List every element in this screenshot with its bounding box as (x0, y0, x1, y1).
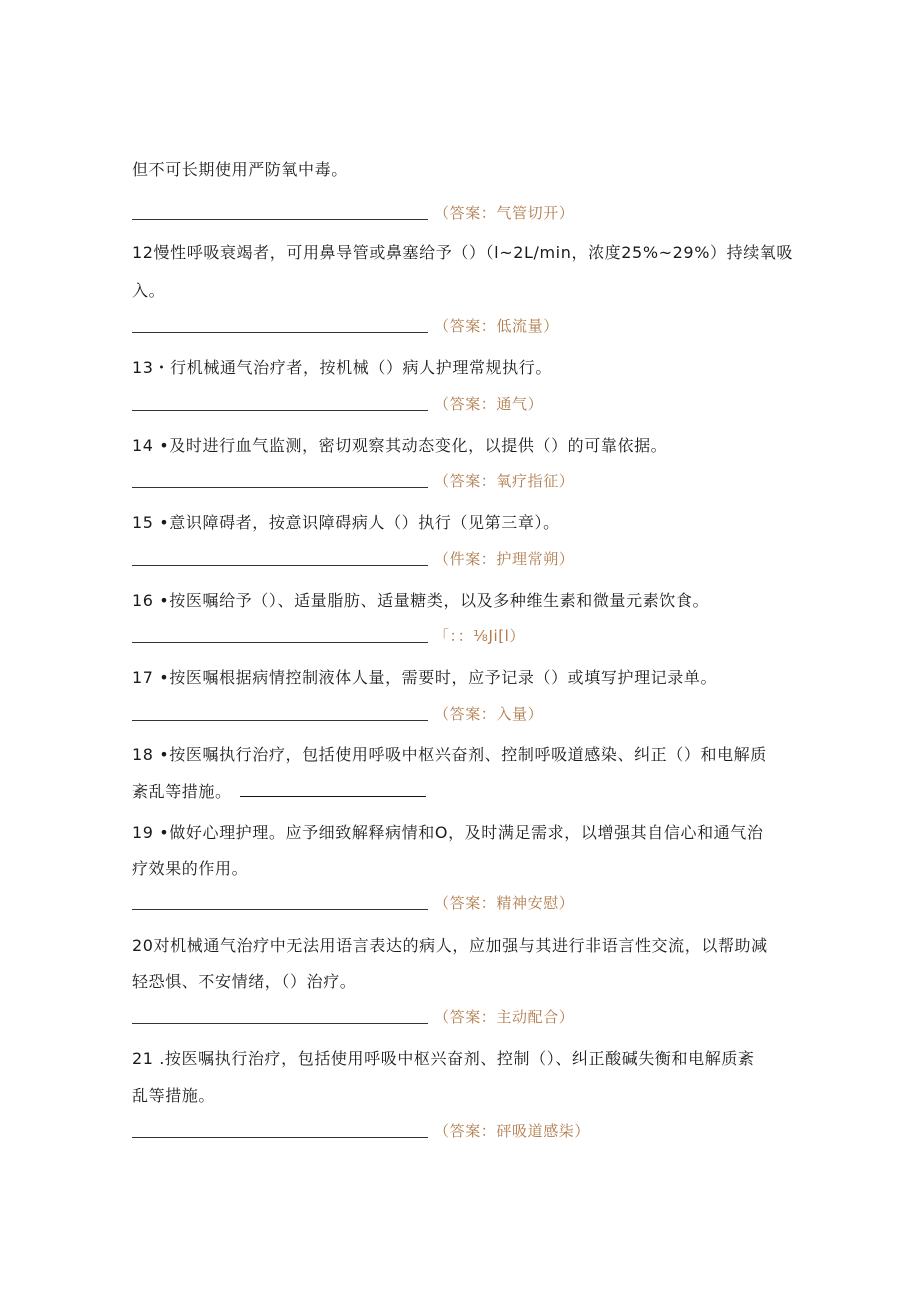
answer-text: （答案：主动配合） (434, 1008, 575, 1026)
question-21-line-1: 21 .按医嘱执行治疗，包括使用呼吸中枢兴奋剂、控制（）、纠正酸碱失衡和电解质紊 (132, 1049, 755, 1068)
question-16: 16 •按医嘱给予（）、适量脂肪、适量糖类，以及多种维生素和微量元素饮食。 (132, 591, 710, 610)
question-18-line-2 (132, 782, 426, 802)
answer-text: （答案：精神安慰） (434, 894, 575, 912)
answer-blank (132, 1023, 428, 1024)
answer-text: （答案：气管切开） (434, 204, 575, 222)
question-14: 14 •及时进行血气监测，密切观察其动态变化，以提供（）的可靠依据。 (132, 436, 668, 455)
answer-text: （答案：入量） (434, 705, 544, 723)
answer-text: （答案：砰吸道感柒） (434, 1122, 591, 1140)
question-21-line-2: 乱等措施。 (132, 1086, 216, 1105)
question-19-line-1: 19 •做好心理护理。应予细致解释病情和O，及时满足需求，以增强其自信心和通气治 (132, 823, 764, 842)
question-15: 15 •意识障碍者，按意识障碍病人（）执行（见第三章）。 (132, 513, 560, 532)
answer-text: （答案：氧疗指征） (434, 472, 575, 490)
question-12-line-2: 入。 (132, 281, 166, 300)
question-12-line-1: 12慢性呼吸衰竭者，可用鼻导管或鼻塞给予（）（l~2L∕min，浓度25%~29%）持续氧吸 (132, 243, 793, 262)
answer-blank (132, 909, 428, 910)
question-13: 13・行机械通气治疗者，按机械（）病人护理常规执行。 (132, 358, 552, 377)
question-18-text: 紊乱等措施。 (132, 782, 232, 801)
question-18-line-1: 18 •按医嘱执行治疗，包括使用呼吸中枢兴奋剂、控制呼吸道感染、纠正（）和电解质 (132, 745, 767, 764)
answer-blank (132, 642, 428, 643)
question-19-line-2: 疗效果的作用。 (132, 859, 249, 878)
answer-blank (132, 487, 428, 488)
answer-blank (132, 332, 428, 333)
answer-blank (132, 1137, 428, 1138)
answer-blank (240, 784, 426, 797)
answer-text: （件案：护理常朔） (434, 550, 575, 568)
question-20-line-1: 20对机械通气治疗中无法用语言表达的病人，应加强与其进行非语言性交流，以帮助减 (132, 936, 768, 955)
answer-blank (132, 410, 428, 411)
question-20-line-2: 轻恐惧、不安情绪，（）治疗。 (132, 972, 357, 991)
question-17: 17 •按医嘱根据病情控制液体人量，需要时，应予记录（）或填写护理记录单。 (132, 668, 718, 687)
answer-text: （答案：低流量） (434, 317, 559, 335)
answer-text: 「：：⅛Ji[l） (434, 627, 526, 645)
answer-blank (132, 720, 428, 721)
question-text: 但不可长期使用严防氧中毒。 (132, 160, 348, 179)
answer-blank (132, 565, 428, 566)
answer-blank (132, 219, 428, 220)
answer-text: （答案：通气） (434, 395, 544, 413)
